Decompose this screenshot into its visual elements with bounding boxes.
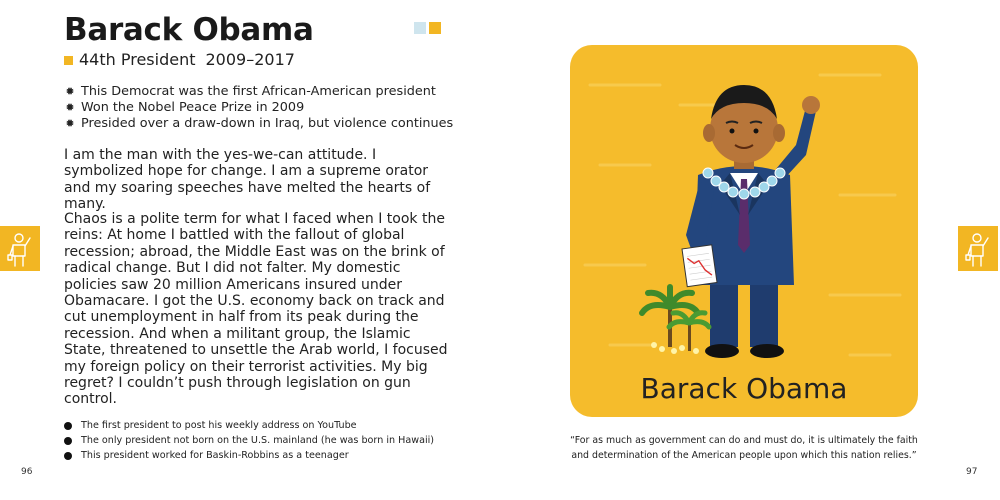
fact-item [64, 116, 453, 132]
subtitle-row [64, 50, 295, 69]
quote-line: “For as much as government can do and must do, it is ultimately the faith [570, 435, 918, 446]
card-name-label: Barack Obama [640, 372, 848, 405]
president-figure-icon [0, 226, 40, 271]
color-swatch-yellow [429, 22, 441, 34]
quote [560, 433, 928, 463]
page-title: Barack Obama [64, 12, 314, 48]
trivia-item [64, 418, 434, 433]
quote-line: and determination of the American people upon which this nation relies.” [571, 450, 917, 461]
trivia-item [64, 448, 434, 463]
fact-item [64, 100, 453, 116]
star-icon: ✹ [65, 101, 75, 114]
trivia-list [64, 418, 434, 463]
side-tab-left[interactable] [0, 226, 40, 271]
trivia-text: The only president not born on the U.S. mainland (he was born in Hawaii) [81, 435, 435, 446]
president-figure-icon [958, 226, 998, 271]
star-icon: ✹ [65, 85, 75, 98]
accent-square-icon [64, 56, 73, 65]
portrait-card [570, 45, 918, 417]
trivia-text: The first president to post his weekly address on YouTube [81, 420, 357, 431]
portrait-illustration [570, 45, 918, 417]
side-tab-right[interactable] [958, 226, 998, 271]
page-number-right: 97 [966, 467, 978, 477]
color-swatch-blue [414, 22, 426, 34]
bullet-icon [64, 437, 72, 445]
years-text: 2009–2017 [205, 50, 295, 69]
bullet-icon [64, 452, 72, 460]
page-number-left: 96 [21, 467, 33, 477]
body-paragraph-main: Chaos is a polite term for what I faced when I took the reins: At home I battled with the fallout of global recession; abroad, the Middle East was on the brink of radical change. But I did not falter. My domestic policies saw 20 million Americans insured under Obamacare. I got the U.S. economy back on track and cut unemployment in half from its peak during the recession. And when a militant group, the Islamic State, threatened to unsettle the Arab world, I focused my foreign policy on their terrorist activities. My big regret? I couldn’t push through legislation on gun control. [64, 211, 448, 408]
fact-text: This Democrat was the first African-American president [81, 84, 436, 99]
fact-item [64, 84, 453, 100]
office-text: 44th President [79, 50, 196, 69]
bullet-icon [64, 422, 72, 430]
facts-list [64, 84, 453, 132]
body-paragraph-intro: I am the man with the yes-we-can attitude. I symbolized hope for change. I am a supreme orator and my soaring speeches have melted the hearts of many. [64, 147, 431, 213]
trivia-text: This president worked for Baskin-Robbins as a teenager [81, 450, 349, 461]
trivia-item [64, 433, 434, 448]
star-icon: ✹ [65, 117, 75, 130]
fact-text: Presided over a draw-down in Iraq, but violence continues [81, 116, 454, 131]
office-label [79, 50, 295, 69]
fact-text: Won the Nobel Peace Prize in 2009 [81, 100, 305, 115]
